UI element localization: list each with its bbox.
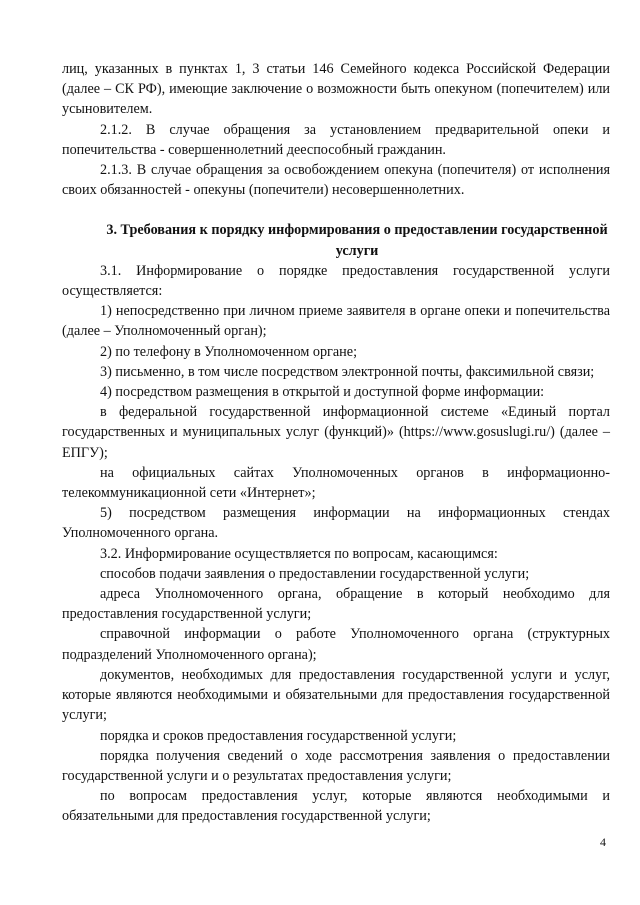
paragraph: справочной информации о работе Уполномоченного органа (структурных подразделений Уполномоченного органа); — [62, 626, 610, 663]
paragraph: порядка получения сведений о ходе рассмотрения заявления о предоставлении государственной услуги и о результатах предоставления услуги; — [62, 747, 610, 784]
paragraph: 2) по телефону в Уполномоченном органе; — [100, 343, 358, 360]
page-body — [62, 59, 610, 827]
paragraph: в федеральной государственной информационной системе «Единый портал государственных и муниципальных услуг (функций)» (https://www.gosuslugi.ru/) (далее – ЕПГУ); — [62, 404, 610, 461]
paragraph: 2.1.3. В случае обращения за освобождением опекуна (попечителя) от исполнения своих обязанностей - опекуны (попечители) несовершеннолетних. — [62, 162, 610, 199]
section-heading: 3. Требования к порядку информирования о предоставлении государственной услуги — [106, 222, 608, 259]
page-number: 4 — [600, 835, 606, 849]
paragraph: 3.1. Информирование о порядке предоставления государственной услуги осуществляется: — [62, 262, 610, 300]
paragraph: 5) посредством размещения информации на информационных стендах Уполномоченного органа. — [62, 505, 610, 542]
paragraph: адреса Уполномоченного органа, обращение в который необходимо для предоставления государственной услуги; — [62, 586, 610, 623]
paragraph: 1) непосредственно при личном приеме заявителя в органе опеки и попечительства (далее – Уполномоченный орган); — [62, 303, 610, 340]
paragraph: 3.2. Информирование осуществляется по вопросам, касающимся: — [100, 545, 498, 562]
paragraph: способов подачи заявления о предоставлении государственной услуги; — [100, 565, 530, 582]
spacer — [62, 200, 610, 220]
paragraph: лиц, указанных в пунктах 1, 3 статьи 146 Семейного кодекса Российской Федерации (далее – СК РФ), имеющие заключение о возможности быть опекуном (попечителем) или усыновителем. — [62, 61, 610, 118]
paragraph: 2.1.2. В случае обращения за установлением предварительной опеки и попечительства - совершеннолетний дееспособный гражданин. — [62, 121, 610, 158]
paragraph: на официальных сайтах Уполномоченных органов в информационно-телекоммуникационной сети «Интернет»; — [62, 464, 610, 502]
paragraph: порядка и сроков предоставления государственной услуги; — [100, 727, 457, 744]
paragraph: 4) посредством размещения в открытой и доступной форме информации: — [100, 384, 545, 401]
paragraph: 3) письменно, в том числе посредством электронной почты, факсимильной связи; — [100, 363, 595, 380]
paragraph: по вопросам предоставления услуг, которые являются необходимыми и обязательными для предоставления государственной услуги; — [62, 788, 610, 825]
paragraph: документов, необходимых для предоставления государственной услуги и услуг, которые являются необходимыми и обязательными для предоставления государственной услуги; — [62, 666, 610, 724]
